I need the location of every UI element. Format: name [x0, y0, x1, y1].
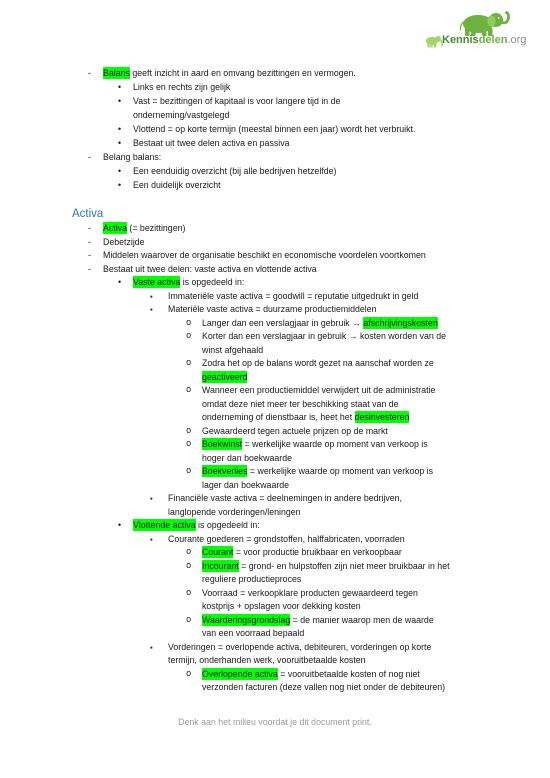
item-text: = vooruitbetaalde kosten of nog niet — [277, 668, 420, 679]
item-line — [0, 546, 550, 560]
item-line — [0, 681, 550, 695]
item-line — [0, 178, 550, 192]
list-item — [0, 560, 550, 587]
dash-marker: - — [88, 250, 91, 260]
item-line — [0, 136, 550, 150]
item-line — [0, 654, 550, 668]
dash-marker: - — [88, 263, 91, 274]
logo-wordmark-part1: Kennis — [442, 34, 479, 46]
highlighted-term: Activa — [103, 223, 127, 233]
item-text: = werkelijke waarde op moment van verkoop is — [242, 439, 428, 449]
item-text: Links en rechts zijn gelijk — [133, 82, 231, 92]
list-item — [0, 249, 550, 263]
item-text: verzonden facturen (deze vallen nog niet onder de debiteuren) — [202, 682, 446, 692]
item-line — [0, 317, 550, 331]
list-item — [0, 236, 550, 250]
item-line — [0, 506, 550, 520]
square-bullet-marker: ▪ — [150, 642, 153, 652]
square-bullet-marker: ▪ — [150, 305, 153, 314]
list-item — [0, 492, 550, 519]
circle-bullet-marker: o — [186, 547, 192, 557]
item-text: termijn, onderhanden werk, vooruitbetaalde kosten — [168, 655, 366, 665]
circle-bullet-marker: o — [186, 425, 192, 436]
item-text: Wanneer een productiemiddel verwijdert uit de administratie — [202, 385, 436, 395]
item-line — [0, 122, 550, 136]
item-text: (= bezittingen) — [126, 223, 186, 233]
kennisdelen-logo — [420, 8, 542, 52]
item-line — [0, 330, 550, 344]
list-item — [0, 303, 550, 317]
list-item — [0, 178, 550, 192]
item-line — [0, 164, 550, 178]
highlighted-term: geactiveerd — [202, 371, 248, 382]
logo-wordmark-part2: delen — [478, 34, 508, 46]
item-line — [0, 66, 550, 80]
item-text: Bestaat uit twee delen activa en passiva — [133, 138, 290, 148]
activa-bullet-list — [0, 222, 550, 695]
item-line — [0, 303, 550, 317]
item-text: langlopende vorderingen/leningen — [168, 506, 301, 517]
bullet-marker: • — [118, 520, 122, 530]
item-text: Langer dan een verslagjaar in gebruik → — [202, 317, 364, 328]
item-text: Financiële vaste activa = deelnemingen in andere bedrijven, — [168, 493, 402, 503]
small-elephant-icon — [426, 36, 442, 48]
item-text: Debetzijde — [103, 236, 145, 247]
item-line — [0, 560, 550, 574]
list-item — [0, 150, 550, 164]
item-line — [0, 533, 550, 547]
list-item — [0, 425, 550, 439]
item-text: kostprijs + opslagen voor dekking kosten — [202, 601, 361, 611]
circle-bullet-marker: o — [186, 560, 192, 571]
bullet-marker: • — [118, 96, 122, 106]
list-item — [0, 80, 550, 94]
circle-bullet-marker: o — [186, 331, 192, 341]
circle-bullet-marker: o — [186, 614, 192, 625]
item-line — [0, 357, 550, 371]
item-text: = voor productie bruikbaar en verkoopbaar — [233, 547, 402, 557]
item-text: geeft inzicht in aard en omvang bezittingen en vermogen. — [129, 68, 356, 78]
item-text: reguliere productieproces — [202, 574, 302, 584]
highlighted-term: Incourant — [202, 560, 239, 571]
circle-bullet-marker: o — [186, 466, 192, 476]
list-item — [0, 384, 550, 425]
list-item — [0, 519, 550, 533]
item-line — [0, 236, 550, 250]
item-line — [0, 614, 550, 628]
list-item — [0, 438, 550, 465]
square-bullet-marker: ▪ — [150, 291, 153, 301]
dash-marker: - — [88, 223, 91, 233]
item-line — [0, 108, 550, 122]
bullet-marker: • — [118, 277, 122, 287]
circle-bullet-marker: o — [186, 668, 192, 679]
item-line — [0, 452, 550, 466]
balans-bullet-list — [0, 66, 550, 192]
item-line — [0, 249, 550, 263]
item-text: Immateriële vaste activa = goodwill = reputatie uitgedrukt in geld — [168, 290, 419, 301]
item-line — [0, 668, 550, 682]
list-item — [0, 164, 550, 178]
bullet-marker: • — [118, 166, 122, 176]
list-item — [0, 263, 550, 277]
highlighted-term: Courant — [202, 547, 234, 557]
item-line — [0, 150, 550, 164]
list-item — [0, 357, 550, 384]
highlighted-term: Boekwinst — [202, 439, 243, 449]
item-text: onderneming of dienstbaar is, heet het — [202, 412, 355, 422]
item-text: = grond- en hulpstoffen zijn niet meer bruikbaar in het — [238, 560, 450, 571]
section-heading: Activa — [72, 208, 104, 220]
item-text: Materiële vaste activa = duurzame productiemiddelen — [168, 304, 377, 314]
item-line — [0, 519, 550, 533]
item-line — [0, 263, 550, 277]
item-line — [0, 411, 550, 425]
list-item — [0, 533, 550, 547]
item-text: winst afgehaald — [202, 344, 264, 355]
item-text: Gewaardeerd tegen actuele prijzen op de markt — [202, 425, 388, 436]
item-line — [0, 479, 550, 493]
item-text: onderneming/vastgelegd — [133, 110, 230, 120]
item-line — [0, 600, 550, 614]
item-text: Vast = bezittingen of kapitaal is voor langere tijd in de — [133, 96, 341, 106]
circle-bullet-marker: o — [186, 385, 192, 395]
item-text: Bestaat uit twee delen: vaste activa en vlottende activa — [103, 263, 317, 274]
item-line — [0, 384, 550, 398]
item-text: is opgedeeld in: — [195, 520, 260, 530]
square-bullet-marker: ▪ — [150, 494, 153, 503]
logo-wordmark-tld: .org — [507, 34, 527, 46]
item-text: Vorderingen = overlopende activa, debiteuren, vorderingen op korte — [168, 641, 432, 652]
logo-wordmark — [442, 34, 526, 47]
item-text: = de manier waarop men de waarde — [290, 614, 434, 625]
item-text: Een duidelijk overzicht — [133, 180, 221, 190]
item-text: Vlottend = op korte termijn (meestal binnen een jaar) wordt het verbruikt. — [133, 124, 416, 134]
square-bullet-marker: ▪ — [150, 534, 153, 544]
dash-marker: - — [88, 236, 91, 247]
item-line — [0, 344, 550, 358]
list-item — [0, 66, 550, 80]
item-text: is opgedeeld in: — [180, 277, 245, 287]
circle-bullet-marker: o — [186, 358, 192, 368]
list-item — [0, 465, 550, 492]
list-item — [0, 290, 550, 304]
item-text: Middelen waarover de organisatie beschikt en economische voordelen voortkomen — [103, 250, 426, 260]
item-line — [0, 425, 550, 439]
item-text: Korter dan een verslagjaar in gebruik → kosten worden van de — [202, 331, 447, 341]
list-item — [0, 276, 550, 290]
item-text: Voorraad = verkoopklare producten gewaardeerd tegen — [202, 587, 418, 598]
item-line — [0, 492, 550, 506]
list-item — [0, 122, 550, 136]
circle-bullet-marker: o — [186, 587, 192, 598]
item-line — [0, 573, 550, 587]
list-item — [0, 330, 550, 357]
footer-note: Denk aan het milieu voordat je dit document print. — [178, 717, 372, 727]
circle-bullet-marker: o — [186, 439, 192, 449]
item-text: hoger dan boekwaarde — [202, 452, 292, 463]
highlighted-term: desinvesteren — [354, 412, 410, 422]
dash-marker: - — [88, 68, 91, 78]
highlighted-term: Overlopende activa — [202, 668, 278, 679]
item-line — [0, 627, 550, 641]
item-line — [0, 587, 550, 601]
bullet-marker: • — [118, 82, 122, 92]
list-item — [0, 587, 550, 614]
item-text: Een eenduidig overzicht (bij alle bedrijven hetzelfde) — [133, 166, 337, 176]
highlighted-term: Vlottende activa — [133, 520, 196, 530]
list-item — [0, 317, 550, 331]
item-line — [0, 94, 550, 108]
dash-marker: - — [88, 152, 91, 162]
highlighted-term: Vaste activa — [133, 277, 181, 287]
item-text: = werkelijke waarde op moment van verkoop is — [247, 466, 434, 476]
item-text: lager dan boekwaarde — [202, 479, 290, 490]
item-line — [0, 371, 550, 385]
item-line — [0, 465, 550, 479]
list-item — [0, 614, 550, 641]
item-text: Zodra het op de balans wordt gezet na aanschaf worden ze — [202, 358, 434, 368]
item-text: Courante goederen = grondstoffen, halffabricaten, voorraden — [168, 533, 405, 544]
list-item — [0, 222, 550, 236]
highlighted-term: afschrijvingskosten — [363, 317, 438, 328]
item-line — [0, 290, 550, 304]
item-line — [0, 276, 550, 290]
item-text: Belang balans: — [103, 152, 162, 162]
item-line — [0, 641, 550, 655]
highlighted-term: Balans — [103, 68, 130, 78]
highlighted-term: Boekverlies — [202, 466, 248, 476]
item-line — [0, 222, 550, 236]
circle-bullet-marker: o — [186, 317, 192, 328]
item-text: omdat deze niet meer ter beschikking staat van de — [202, 398, 399, 409]
item-line — [0, 398, 550, 412]
list-item — [0, 546, 550, 560]
large-elephant-icon — [460, 13, 508, 37]
item-line — [0, 80, 550, 94]
bullet-marker: • — [118, 124, 122, 134]
bullet-marker: • — [118, 180, 122, 190]
list-item — [0, 641, 550, 668]
bullet-marker: • — [118, 138, 122, 148]
highlighted-term: Waarderingsgrondslag — [202, 614, 291, 625]
item-text: van een voorraad bepaald — [202, 628, 305, 638]
list-item — [0, 668, 550, 695]
list-item — [0, 94, 550, 122]
item-line — [0, 438, 550, 452]
list-item — [0, 136, 550, 150]
